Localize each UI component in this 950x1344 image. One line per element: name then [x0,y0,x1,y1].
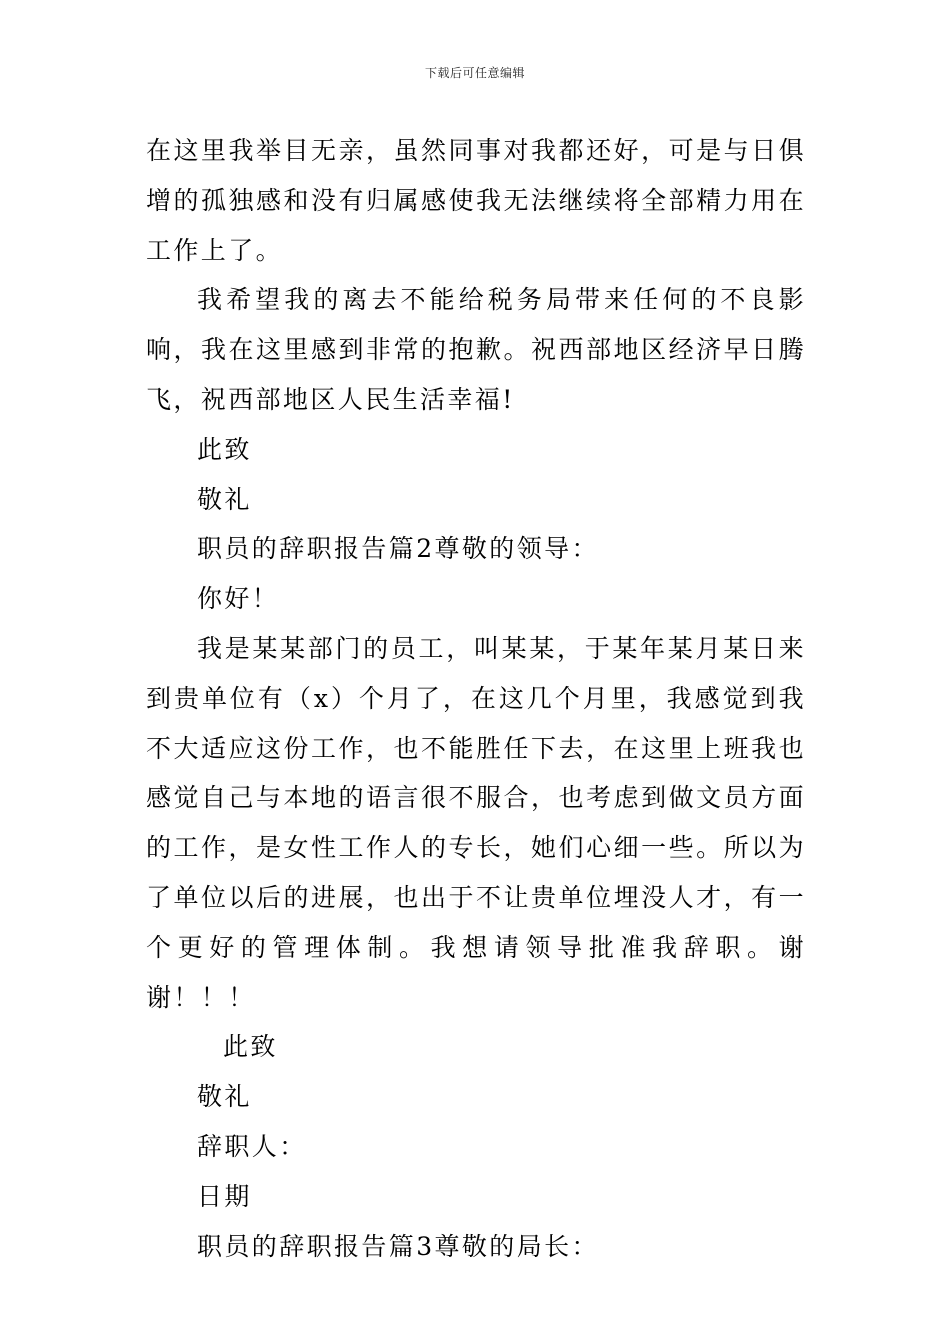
paragraph-resignation-reason: 我是某某部门的员工，叫某某，于某年某月某日来到贵单位有（x）个月了，在这几个月里，我感觉到我不大适应这份工作，也不能胜任下去，在这里上班我也感觉自己与本地的语言很不服合，也考虑到做文员方面的工作，是女性工作人的专长，她们心细一些。所以为了单位以后的进展，也出于不让贵单位埋没人才，有一个更好的管理体制。我想请领导批准我辞职。谢谢！！！ [146,633,806,1012]
closing-salutation-2: 此致 [223,1032,278,1062]
date-label: 日期 [197,1181,252,1211]
section-heading-2: 职员的辞职报告篇2尊敬的领导： [197,534,599,564]
closing-regards-1: 敬礼 [197,484,252,514]
closing-salutation-1: 此致 [197,434,252,464]
paragraph-loneliness: 在这里我举目无亲，虽然同事对我都还好，可是与日俱增的孤独感和没有归属感使我无法继续将全部精力用在工作上了。 [146,136,806,265]
greeting: 你好！ [197,584,280,614]
document-body [146,126,806,1271]
section-heading-3: 职员的辞职报告篇3尊敬的局长： [197,1231,599,1261]
paragraph-farewell: 我希望我的离去不能给税务局带来任何的不良影响，我在这里感到非常的抱歉。祝西部地区经济早日腾飞，祝西部地区人民生活幸福! [146,285,806,414]
signature-label: 辞职人： [197,1131,307,1161]
page-header-note: 下载后可任意编辑 [424,66,525,80]
closing-regards-2: 敬礼 [197,1082,252,1112]
